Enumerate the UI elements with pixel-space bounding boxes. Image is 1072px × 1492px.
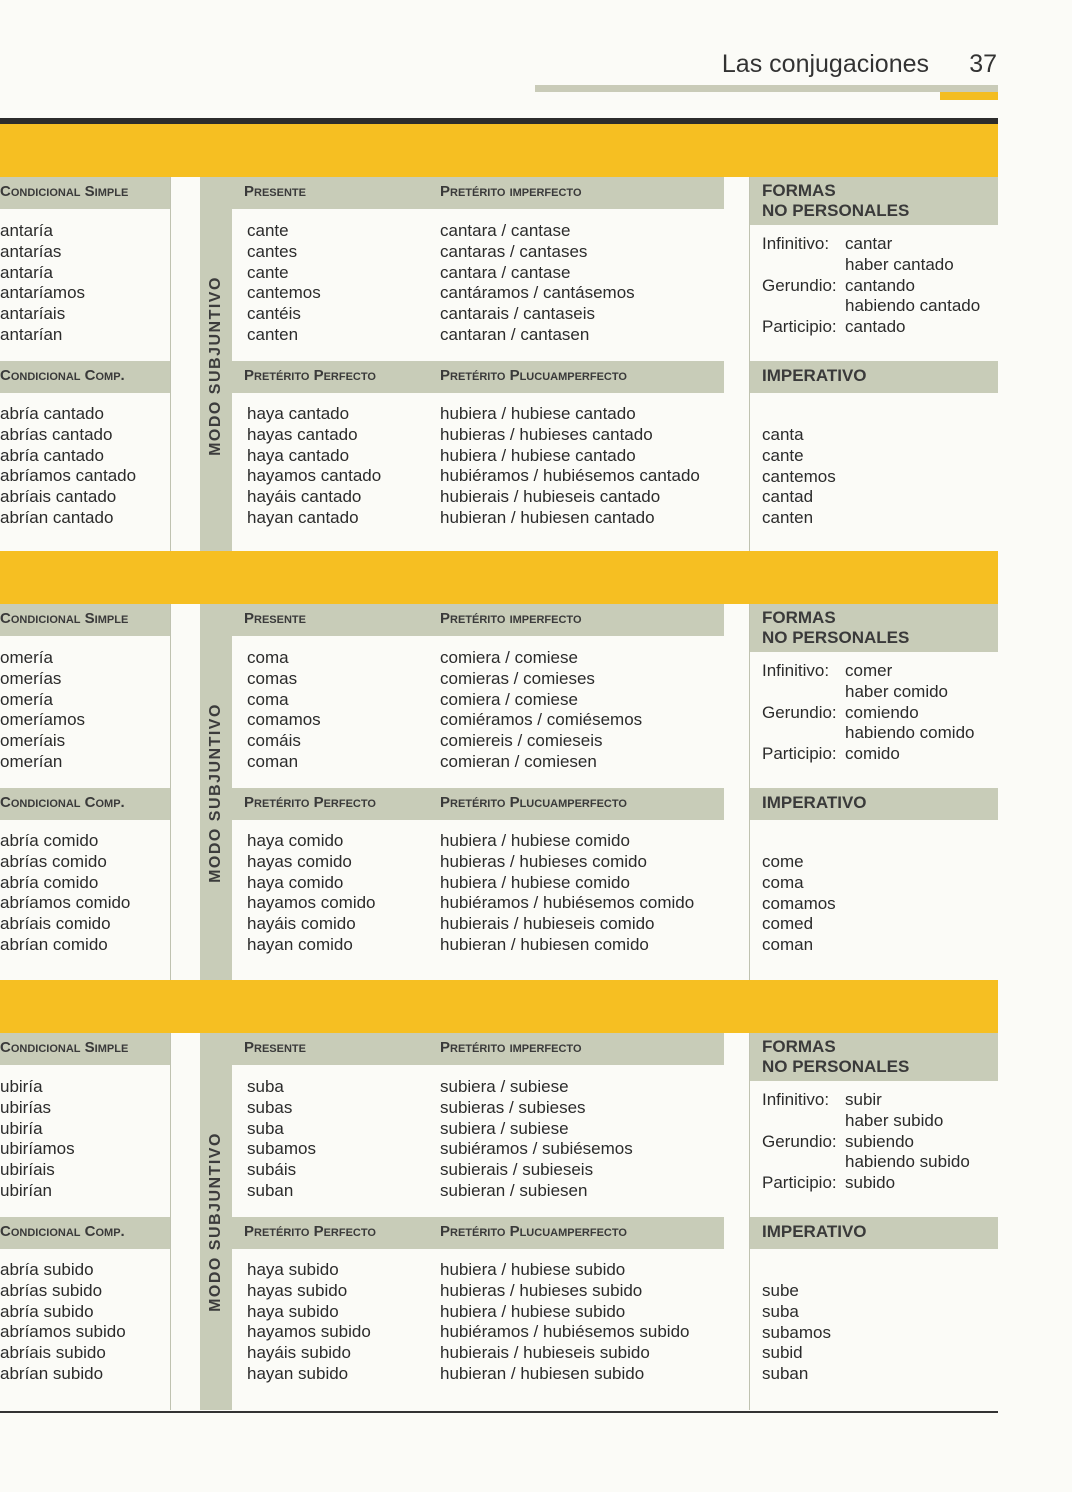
fnp-value: comer xyxy=(845,661,893,680)
condicional-simple-list-line: antaríais xyxy=(0,304,66,324)
page-header xyxy=(0,0,1072,120)
presente-list-line: coma xyxy=(247,648,289,667)
yellow-band xyxy=(0,124,998,177)
condicional-simple-list-line: ubiríais xyxy=(0,1160,55,1180)
preterito-perfecto-list-line: haya subido xyxy=(247,1260,339,1279)
condicional-comp-list-line: abríamos comido xyxy=(0,893,131,913)
condicional-simple-list-line: ubirían xyxy=(0,1180,52,1200)
imperativo-list-line: coman xyxy=(762,935,814,955)
presente-header: Presente xyxy=(232,604,432,636)
formas-label-line2: NO PERSONALES xyxy=(762,628,910,647)
preterito-perfecto-list-line: hayáis comido xyxy=(247,914,356,934)
preterito-imperfecto-list-line: cantara / cantase xyxy=(440,262,571,282)
preterito-pluscuamperfecto-list-line: hubieran / hubiesen cantado xyxy=(440,507,655,527)
column-divider xyxy=(170,1033,171,1410)
condicional-simple-list-line: omeríais xyxy=(0,731,66,751)
presente-header: Presente xyxy=(232,1033,432,1065)
fnp-label: Infinitivo: xyxy=(762,234,830,253)
condicional-simple-list-line: ubiría xyxy=(0,1118,43,1138)
condicional-simple-list-line: ubiríamos xyxy=(0,1139,75,1159)
imperativo-list-line: comamos xyxy=(762,893,836,913)
condicional-simple-list-line: omeríamos xyxy=(0,710,86,730)
subjuntivo-column xyxy=(232,604,724,981)
condicional-comp-list-line: abría subido xyxy=(0,1260,94,1279)
condicional-simple-list-line: antaría xyxy=(0,221,53,240)
condicional-comp-list-line: abría cantado xyxy=(0,404,104,423)
preterito-pluscuamperfecto-list-line: hubierais / hubieseis cantado xyxy=(440,487,661,507)
condicional-simple-list-line: omería xyxy=(0,689,53,709)
condicional-comp-list-line: abrían subido xyxy=(0,1363,104,1383)
preterito-pluscuamperfecto-list-line: hubieran / hubiesen subido xyxy=(440,1363,645,1383)
condicional-comp-header: Condicional Comp. xyxy=(0,361,170,393)
condicional-simple-list-line: ubiría xyxy=(0,1077,43,1096)
fnp-value: comido xyxy=(845,744,900,764)
preterito-pluscuamperfecto-list-line: hubieras / hubieses cantado xyxy=(440,424,653,444)
conjugation-block xyxy=(0,124,998,554)
formas-label-line2: NO PERSONALES xyxy=(762,1057,910,1076)
preterito-pluscuamperfecto-list-line: hubiera / hubiese subido xyxy=(440,1301,626,1321)
preterito-perfecto-list-line: hayáis subido xyxy=(247,1343,351,1363)
preterito-pluscuamperfecto-list-line: hubieras / hubieses subido xyxy=(440,1280,643,1300)
preterito-imperfecto-list-line: subiera / subiese xyxy=(440,1118,569,1138)
preterito-imperfecto-list-line: subiéramos / subiésemos xyxy=(440,1139,633,1159)
preterito-pluscuamperfecto-list-line: hubiera / hubiese cantado xyxy=(440,404,636,423)
fnp-value: subir xyxy=(845,1090,882,1109)
preterito-perfecto-list xyxy=(247,1260,371,1385)
preterito-pluscuamperfecto-list xyxy=(440,404,700,529)
formas-column xyxy=(750,1033,998,1410)
preterito-pluscuamperfecto-list-line: hubiéramos / hubiésemos subido xyxy=(440,1322,690,1342)
condicional-comp-list-line: abrías subido xyxy=(0,1280,103,1300)
preterito-perfecto-list-line: hayan comido xyxy=(247,934,353,954)
condicional-comp-list-line: abríamos subido xyxy=(0,1322,126,1342)
formas-label-line1: FORMAS xyxy=(762,608,836,627)
fnp-value: comiendo xyxy=(845,702,919,722)
condicional-simple-list-line: antaríamos xyxy=(0,283,86,303)
imperativo-list-line: subamos xyxy=(762,1322,831,1342)
preterito-imperfecto-list xyxy=(440,648,642,773)
imperativo-list-line: suba xyxy=(762,1301,799,1321)
preterito-perfecto-list-line: hayas cantado xyxy=(247,424,358,444)
preterito-pluscuamperfecto-list-line: hubieran / hubiesen comido xyxy=(440,934,649,954)
imperativo-header: IMPERATIVO xyxy=(750,1217,998,1249)
preterito-imperfecto-list-line: cantáramos / cantásemos xyxy=(440,283,635,303)
preterito-pluscuamperfecto-list-line: hubierais / hubieseis subido xyxy=(440,1343,650,1363)
presente-list-line: subáis xyxy=(247,1160,297,1180)
presente-list-line: canten xyxy=(247,324,299,344)
condicional-comp-list-line: abrían comido xyxy=(0,934,108,954)
presente-list xyxy=(247,221,321,346)
condicional-comp-list-line: abrías comido xyxy=(0,851,107,871)
condicional-column xyxy=(0,177,170,554)
preterito-perfecto-header: Pretérito Perfecto xyxy=(232,361,432,393)
preterito-perfecto-header: Pretérito Perfecto xyxy=(232,788,432,820)
modo-subjuntivo-bar xyxy=(200,177,232,554)
page-title: Las conjugaciones xyxy=(721,50,929,78)
imperativo-header: IMPERATIVO xyxy=(750,361,998,393)
fnp-label: Participio: xyxy=(762,317,837,337)
condicional-comp-header: Condicional Comp. xyxy=(0,1217,170,1249)
fnp-label: Gerundio: xyxy=(762,275,837,295)
preterito-pluscuamperfecto-header: Pretérito Plucuamperfecto xyxy=(428,1217,724,1249)
preterito-imperfecto-list-line: subieras / subieses xyxy=(440,1097,586,1117)
condicional-simple-header: Condicional Simple xyxy=(0,604,170,636)
preterito-imperfecto-list-line: cantaras / cantases xyxy=(440,241,588,261)
condicional-comp-list-line: abríamos cantado xyxy=(0,466,137,486)
imperativo-list xyxy=(762,425,836,529)
preterito-imperfecto-list-line: subierais / subieseis xyxy=(440,1160,594,1180)
preterito-perfecto-list-line: hayamos cantado xyxy=(247,466,382,486)
preterito-imperfecto-header: Pretérito imperfecto xyxy=(428,1033,724,1065)
formas-label-line1: FORMAS xyxy=(762,1037,836,1056)
preterito-imperfecto-list xyxy=(440,221,635,346)
imperativo-list xyxy=(762,852,836,956)
condicional-comp-list-line: abría cantado xyxy=(0,445,104,465)
subjuntivo-column xyxy=(232,1033,724,1410)
preterito-pluscuamperfecto-list-line: hubiéramos / hubiésemos comido xyxy=(440,893,695,913)
condicional-simple-list-line: omerías xyxy=(0,668,62,688)
presente-list xyxy=(247,1077,316,1202)
preterito-imperfecto-list-line: comiéramos / comiésemos xyxy=(440,710,643,730)
imperativo-header: IMPERATIVO xyxy=(750,788,998,820)
imperativo-list-line: cantemos xyxy=(762,466,836,486)
fnp-label: Infinitivo: xyxy=(762,661,830,680)
preterito-imperfecto-list-line: subiera / subiese xyxy=(440,1077,569,1096)
imperativo-list-line: comed xyxy=(762,914,814,934)
fnp-label: Participio: xyxy=(762,1173,837,1193)
condicional-simple-list-line: antaría xyxy=(0,262,53,282)
imperativo-list xyxy=(762,1281,831,1385)
presente-list-line: suba xyxy=(247,1118,284,1138)
condicional-comp-list-line: abría comido xyxy=(0,872,99,892)
preterito-perfecto-list-line: haya cantado xyxy=(247,404,350,423)
preterito-pluscuamperfecto-header: Pretérito Plucuamperfecto xyxy=(428,788,724,820)
presente-header: Presente xyxy=(232,177,432,209)
preterito-imperfecto-list-line: comieras / comieses xyxy=(440,668,595,688)
formas-no-personales-header xyxy=(750,1033,998,1081)
condicional-comp-list-line: abría comido xyxy=(0,831,99,850)
presente-list-line: coman xyxy=(247,751,299,771)
condicional-comp-header: Condicional Comp. xyxy=(0,788,170,820)
presente-list-line: cantemos xyxy=(247,283,321,303)
preterito-perfecto-list-line: haya subido xyxy=(247,1301,339,1321)
preterito-pluscuamperfecto-list-line: hubiera / hubiese comido xyxy=(440,872,630,892)
preterito-perfecto-list-line: haya cantado xyxy=(247,445,350,465)
condicional-simple-header: Condicional Simple xyxy=(0,177,170,209)
preterito-perfecto-list-line: haya comido xyxy=(247,872,344,892)
modo-subjuntivo-label: MODO SUBJUNTIVO xyxy=(207,275,224,456)
preterito-perfecto-list-line: hayan cantado xyxy=(247,507,359,527)
fnp-value: habiendo cantado xyxy=(845,296,981,316)
fnp-label: Gerundio: xyxy=(762,702,837,722)
condicional-column xyxy=(0,1033,170,1410)
presente-list-line: cante xyxy=(247,221,289,240)
formas-column xyxy=(750,604,998,981)
preterito-pluscuamperfecto-list xyxy=(440,1260,689,1385)
imperativo-list-line: coma xyxy=(762,872,804,892)
imperativo-list-line: cantad xyxy=(762,487,814,507)
bottom-rule xyxy=(0,1411,998,1413)
preterito-pluscuamperfecto-list xyxy=(440,831,694,956)
condicional-comp-list-line: abría subido xyxy=(0,1301,94,1321)
presente-list-line: subamos xyxy=(247,1139,316,1159)
condicional-simple-list xyxy=(0,1077,75,1202)
condicional-comp-list-line: abríais comido xyxy=(0,914,111,934)
condicional-comp-list xyxy=(0,1260,126,1385)
preterito-pluscuamperfecto-list-line: hubiera / hubiese cantado xyxy=(440,445,636,465)
preterito-pluscuamperfecto-list-line: hubiera / hubiese subido xyxy=(440,1260,626,1279)
condicional-comp-list xyxy=(0,831,130,956)
conjugation-block xyxy=(0,980,998,1410)
preterito-imperfecto-list-line: cantaran / cantasen xyxy=(440,324,590,344)
presente-list-line: comáis xyxy=(247,731,301,751)
column-divider xyxy=(170,177,171,554)
preterito-imperfecto-list-line: subieran / subiesen xyxy=(440,1180,588,1200)
preterito-perfecto-header: Pretérito Perfecto xyxy=(232,1217,432,1249)
condicional-simple-list xyxy=(0,221,85,346)
imperativo-list-line: cante xyxy=(762,445,804,465)
condicional-column xyxy=(0,604,170,981)
imperativo-list-line: suban xyxy=(762,1364,809,1384)
preterito-imperfecto-list-line: cantarais / cantaseis xyxy=(440,304,595,324)
presente-list-line: subas xyxy=(247,1097,293,1117)
fnp-value: cantar xyxy=(845,234,893,253)
condicional-comp-list xyxy=(0,404,136,529)
header-rule xyxy=(535,85,998,92)
preterito-imperfecto-list-line: comiereis / comieseis xyxy=(440,731,603,751)
preterito-imperfecto-header: Pretérito imperfecto xyxy=(428,604,724,636)
condicional-simple-list xyxy=(0,648,85,773)
presente-list-line: cantéis xyxy=(247,304,301,324)
preterito-pluscuamperfecto-header: Pretérito Plucuamperfecto xyxy=(428,361,724,393)
presente-list-line: suba xyxy=(247,1077,284,1096)
yellow-band xyxy=(0,551,998,604)
preterito-perfecto-list-line: hayamos subido xyxy=(247,1322,371,1342)
fnp-label: Participio: xyxy=(762,744,837,764)
imperativo-list-line: subid xyxy=(762,1343,803,1363)
preterito-perfecto-list-line: hayáis cantado xyxy=(247,487,362,507)
presente-list-line: comamos xyxy=(247,710,321,730)
fnp-value: cantando xyxy=(845,275,915,295)
fnp-value: habiendo subido xyxy=(845,1152,970,1172)
preterito-perfecto-list xyxy=(247,831,376,956)
fnp-value: subiendo xyxy=(845,1131,915,1151)
condicional-simple-header: Condicional Simple xyxy=(0,1033,170,1065)
imperativo-list-line: canten xyxy=(762,508,814,528)
condicional-simple-list-line: antarías xyxy=(0,241,62,261)
condicional-simple-list-line: omería xyxy=(0,648,53,667)
preterito-perfecto-list-line: hayan subido xyxy=(247,1363,349,1383)
imperativo-list-line: come xyxy=(762,852,804,871)
page-number: 37 xyxy=(969,50,997,78)
fnp-value: habiendo comido xyxy=(845,723,975,743)
condicional-comp-list-line: abríais subido xyxy=(0,1343,106,1363)
preterito-imperfecto-list-line: cantara / cantase xyxy=(440,221,571,240)
header-tab-marker xyxy=(940,92,998,100)
presente-list-line: comas xyxy=(247,668,298,688)
preterito-perfecto-list xyxy=(247,404,381,529)
preterito-imperfecto-list-line: comieran / comiesen xyxy=(440,751,597,771)
imperativo-list-line: canta xyxy=(762,425,804,444)
condicional-simple-list-line: omerían xyxy=(0,751,63,771)
fnp-value: subido xyxy=(845,1173,896,1193)
condicional-comp-list-line: abrías cantado xyxy=(0,424,113,444)
subjuntivo-column xyxy=(232,177,724,554)
preterito-imperfecto-list-line: comiera / comiese xyxy=(440,689,578,709)
preterito-perfecto-list-line: hayas comido xyxy=(247,851,352,871)
preterito-pluscuamperfecto-list-line: hubierais / hubieseis comido xyxy=(440,914,655,934)
condicional-simple-list-line: antarían xyxy=(0,324,63,344)
imperativo-list-line: sube xyxy=(762,1281,799,1300)
condicional-comp-list-line: abríais cantado xyxy=(0,487,117,507)
preterito-pluscuamperfecto-list-line: hubieras / hubieses comido xyxy=(440,851,647,871)
column-divider xyxy=(170,604,171,981)
fnp-value: haber subido xyxy=(845,1110,944,1130)
preterito-perfecto-list-line: haya comido xyxy=(247,831,344,850)
preterito-pluscuamperfecto-list-line: hubiéramos / hubiésemos cantado xyxy=(440,466,700,486)
presente-list-line: suban xyxy=(247,1180,294,1200)
presente-list-line: coma xyxy=(247,689,289,709)
fnp-value: haber cantado xyxy=(845,254,954,274)
preterito-imperfecto-list-line: comiera / comiese xyxy=(440,648,578,667)
fnp-value: cantado xyxy=(845,317,906,337)
modo-subjuntivo-label: MODO SUBJUNTIVO xyxy=(207,1131,224,1312)
modo-subjuntivo-bar xyxy=(200,1033,232,1410)
conjugation-block xyxy=(0,551,998,981)
preterito-perfecto-list-line: hayamos comido xyxy=(247,893,376,913)
condicional-simple-list-line: ubirías xyxy=(0,1097,52,1117)
formas-column xyxy=(750,177,998,554)
modo-subjuntivo-bar xyxy=(200,604,232,981)
fnp-value: haber comido xyxy=(845,681,949,701)
formas-label-line1: FORMAS xyxy=(762,181,836,200)
condicional-comp-list-line: abrían cantado xyxy=(0,507,114,527)
modo-subjuntivo-label: MODO SUBJUNTIVO xyxy=(207,702,224,883)
preterito-imperfecto-list xyxy=(440,1077,633,1202)
formas-no-personales-header xyxy=(750,604,998,652)
fnp-label: Infinitivo: xyxy=(762,1090,830,1109)
yellow-band xyxy=(0,980,998,1033)
fnp-label: Gerundio: xyxy=(762,1131,837,1151)
preterito-pluscuamperfecto-list-line: hubiera / hubiese comido xyxy=(440,831,630,850)
presente-list xyxy=(247,648,321,773)
formas-label-line2: NO PERSONALES xyxy=(762,201,910,220)
preterito-imperfecto-header: Pretérito imperfecto xyxy=(428,177,724,209)
presente-list-line: cantes xyxy=(247,241,298,261)
formas-no-personales-header xyxy=(750,177,998,225)
preterito-perfecto-list-line: hayas subido xyxy=(247,1280,348,1300)
presente-list-line: cante xyxy=(247,262,289,282)
